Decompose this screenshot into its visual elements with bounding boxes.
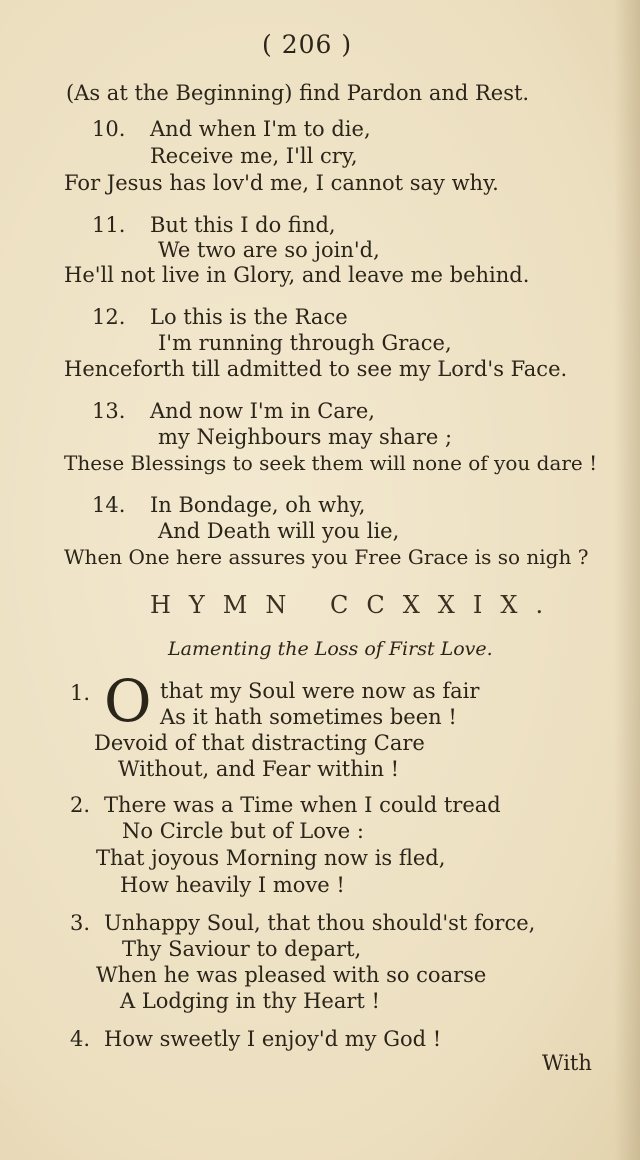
verse-line: How sweetly I enjoy'd my God ! [104, 1027, 442, 1051]
verse-line: There was a Time when I could tread [104, 793, 501, 817]
verse-line: that my Soul were now as fair [160, 679, 480, 703]
verse-line: And now I'm in Care, [150, 399, 375, 423]
verse-line: Thy Saviour to depart, [122, 937, 362, 961]
verse-number: 3. [70, 911, 91, 935]
verse-line: Unhappy Soul, that thou should'st force, [104, 911, 536, 935]
verse-line: Henceforth till admitted to see my Lord's Face. [64, 357, 568, 381]
verse-line: Without, and Fear within ! [118, 757, 400, 781]
verse-line: How heavily I move ! [120, 873, 345, 897]
continuation-line: (As at the Beginning) find Pardon and Rest. [66, 81, 530, 105]
verse-line: But this I do find, [150, 213, 336, 237]
verse-line: A Lodging in thy Heart ! [120, 989, 380, 1013]
verse-number: 2. [70, 793, 91, 817]
verse-line: my Neighbours may share ; [158, 425, 453, 449]
verse-number: 12. [92, 305, 126, 329]
verse-line: For Jesus has lov'd me, I cannot say why. [64, 171, 499, 195]
page-header: ( 206 ) [262, 30, 353, 59]
verse-line: When he was pleased with so coarse [96, 963, 487, 987]
hymn-title: HYMN CCXXIX. [150, 591, 562, 619]
verse-line: And when I'm to die, [150, 117, 371, 141]
verse-number: 14. [92, 493, 126, 517]
verse-number: 11. [92, 213, 126, 237]
verse-line: Receive me, I'll cry, [150, 144, 358, 168]
verse-line: In Bondage, oh why, [150, 493, 366, 517]
verse-line: We two are so join'd, [158, 238, 380, 262]
verse-line: Lo this is the Race [150, 305, 348, 329]
verse-number: 10. [92, 117, 126, 141]
verse-line: I'm running through Grace, [158, 331, 452, 355]
verse-line: And Death will you lie, [158, 519, 400, 543]
hymn-subtitle: Lamenting the Loss of First Love. [168, 638, 493, 660]
verse-number: 4. [70, 1027, 91, 1051]
verse-line: When One here assures you Free Grace is so nigh ? [64, 545, 589, 569]
verse-number: 13. [92, 399, 126, 423]
verse-number: 1. [70, 681, 91, 705]
verse-line: He'll not live in Glory, and leave me behind. [64, 263, 530, 287]
verse-line: As it hath sometimes been ! [160, 705, 457, 729]
verse-line: That joyous Morning now is fled, [96, 846, 446, 870]
verse-line: These Blessings to seek them will none of you dare ! [64, 451, 598, 475]
drop-cap: O [104, 667, 152, 735]
verse-line: Devoid of that distracting Care [94, 731, 425, 755]
verse-line: No Circle but of Love : [122, 819, 364, 843]
catchword: With [542, 1051, 592, 1075]
